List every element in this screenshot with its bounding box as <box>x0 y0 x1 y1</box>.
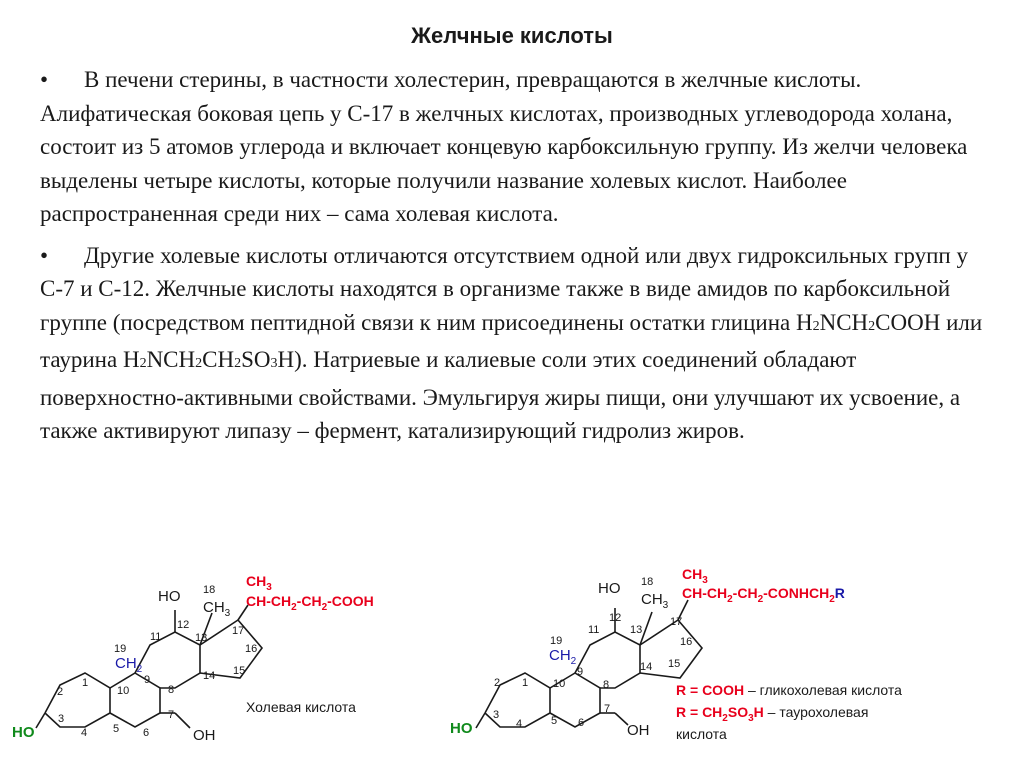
side-ch3-label-2: $CH_3$ <box>682 566 708 586</box>
ch2-19-label-2: $CH_2$ <box>549 647 577 667</box>
p2-text-1: Другие холевые кислоты отличаются отсутствием одной или двух гидроксильных групп у С-7 и С-12. Желчные кислоты находятся в организме также в виде амидов по карбоксильной группе (посредством пептидной связи к ним присоединены остатки глицина H <box>40 242 968 335</box>
cholic-acid-caption: Холевая кислота <box>246 699 356 715</box>
svg-text:13: 13 <box>195 632 208 644</box>
num-18: 18 <box>203 584 216 596</box>
svg-text:14: 14 <box>203 670 216 682</box>
svg-text:9: 9 <box>577 666 584 678</box>
paragraph-1-text: В печени стерины, в частности холестерин, превращаются в желчные кислоты. Алифатическая боковая цепь у С-17 в желчных кислотах, производных углеводорода холана, состоит из 5 атомов углерода и включает концевую карбоксильную группу. Из желчи человека выделены четыре кислоты, которые получили название холевых кислот. Наиболее распространенная среди них – сама холевая кислота. <box>40 67 968 226</box>
ch2-19-label: $CH_2$ <box>115 655 143 675</box>
svg-text:2: 2 <box>57 686 64 698</box>
bond-c3-oh-2 <box>476 713 485 728</box>
svg-text:16: 16 <box>680 636 693 648</box>
p2-text-4: NCH <box>146 347 196 372</box>
ho-12-label: HO <box>158 588 181 605</box>
ring-a <box>45 673 110 727</box>
text-body <box>40 63 1000 448</box>
svg-text:6: 6 <box>143 727 150 739</box>
bond-c3-oh <box>36 713 45 728</box>
locants-1 <box>57 619 257 739</box>
num-18-2: 18 <box>641 576 654 588</box>
svg-text:11: 11 <box>588 624 600 636</box>
p2-sub-4: 2 <box>195 356 203 371</box>
oh-7-label-2: OH <box>627 722 650 739</box>
p2-sub-5: 2 <box>234 356 242 371</box>
ho-3-label: HO <box>12 724 35 741</box>
svg-text:17: 17 <box>232 625 245 637</box>
ch3-18-label-2: $CH_3$ <box>641 591 669 611</box>
r-taurine-line-2: кислота <box>676 726 727 742</box>
ho-3-label-2: HO <box>450 720 473 737</box>
svg-text:2: 2 <box>494 677 501 689</box>
svg-text:5: 5 <box>113 723 120 735</box>
p2-sub-6: 3 <box>270 356 278 371</box>
paragraph-1 <box>40 63 1000 231</box>
svg-text:7: 7 <box>168 709 175 721</box>
svg-text:7: 7 <box>604 703 611 715</box>
p2-sub-2: 2 <box>868 318 876 334</box>
ring-b <box>110 673 160 727</box>
svg-text:16: 16 <box>245 643 258 655</box>
bond-c7-oh <box>175 713 190 728</box>
svg-text:13: 13 <box>630 624 643 636</box>
p2-text-6: SO <box>241 347 271 372</box>
svg-text:4: 4 <box>81 727 88 739</box>
p2-text-7: H). Натриевые и калиевые соли этих соединений обладают поверхностно-активными свойствами. Эмульгируя жиры пищи, они улучшают их усвоение, а также активируют липазу – фермент, катализирующий гидролиз жиров. <box>40 347 961 443</box>
svg-text:14: 14 <box>640 661 653 673</box>
r-glycine-line: R = COOH – гликохолевая кислота <box>676 682 902 698</box>
paragraph-2 <box>40 239 1000 448</box>
svg-text:12: 12 <box>609 612 622 624</box>
p2-text-3: COOH или таурина H <box>40 309 983 372</box>
cholic-acid-structure <box>12 573 374 744</box>
side-chain-label-2: $CH-CH_2-CH_2-CONHCH_2R$ <box>682 585 845 605</box>
p2-text-2: NCH <box>819 309 869 335</box>
bullet-2: • <box>40 242 49 268</box>
svg-text:10: 10 <box>553 678 566 690</box>
num-19: 19 <box>114 643 127 655</box>
structural-formulas <box>0 555 1024 767</box>
svg-text:1: 1 <box>82 677 89 689</box>
svg-text:3: 3 <box>493 709 500 721</box>
ch3-18-label: $CH_3$ <box>203 599 231 619</box>
svg-text:11: 11 <box>150 631 162 643</box>
svg-text:10: 10 <box>117 685 130 697</box>
svg-text:4: 4 <box>516 718 523 730</box>
svg-text:9: 9 <box>144 674 151 686</box>
svg-text:1: 1 <box>522 677 529 689</box>
side-chain-label: $CH-CH_2-CH_2$-COOH <box>246 593 374 613</box>
bullet-1: • <box>40 67 49 92</box>
side-ch3-label: $CH_3$ <box>246 573 272 593</box>
page-title: Желчные кислоты <box>411 23 613 48</box>
oh-7-label: OH <box>193 727 216 744</box>
p2-text-5: CH <box>202 347 235 372</box>
ho-12-label-2: HO <box>598 580 621 597</box>
svg-text:12: 12 <box>177 619 190 631</box>
num-19-2: 19 <box>550 635 563 647</box>
conjugated-acid-structure <box>450 566 902 742</box>
svg-text:15: 15 <box>233 665 246 677</box>
svg-text:8: 8 <box>168 684 175 696</box>
svg-text:17: 17 <box>670 616 683 628</box>
svg-text:3: 3 <box>58 713 65 725</box>
svg-text:5: 5 <box>551 715 558 727</box>
svg-text:8: 8 <box>603 679 610 691</box>
p2-sub-1: 2 <box>812 318 820 334</box>
p2-sub-3: 2 <box>139 356 147 371</box>
svg-text:15: 15 <box>668 658 681 670</box>
svg-text:6: 6 <box>578 717 585 729</box>
r-taurine-line: $R = CH_2SO_3H$ – таурохолевая <box>676 704 869 724</box>
